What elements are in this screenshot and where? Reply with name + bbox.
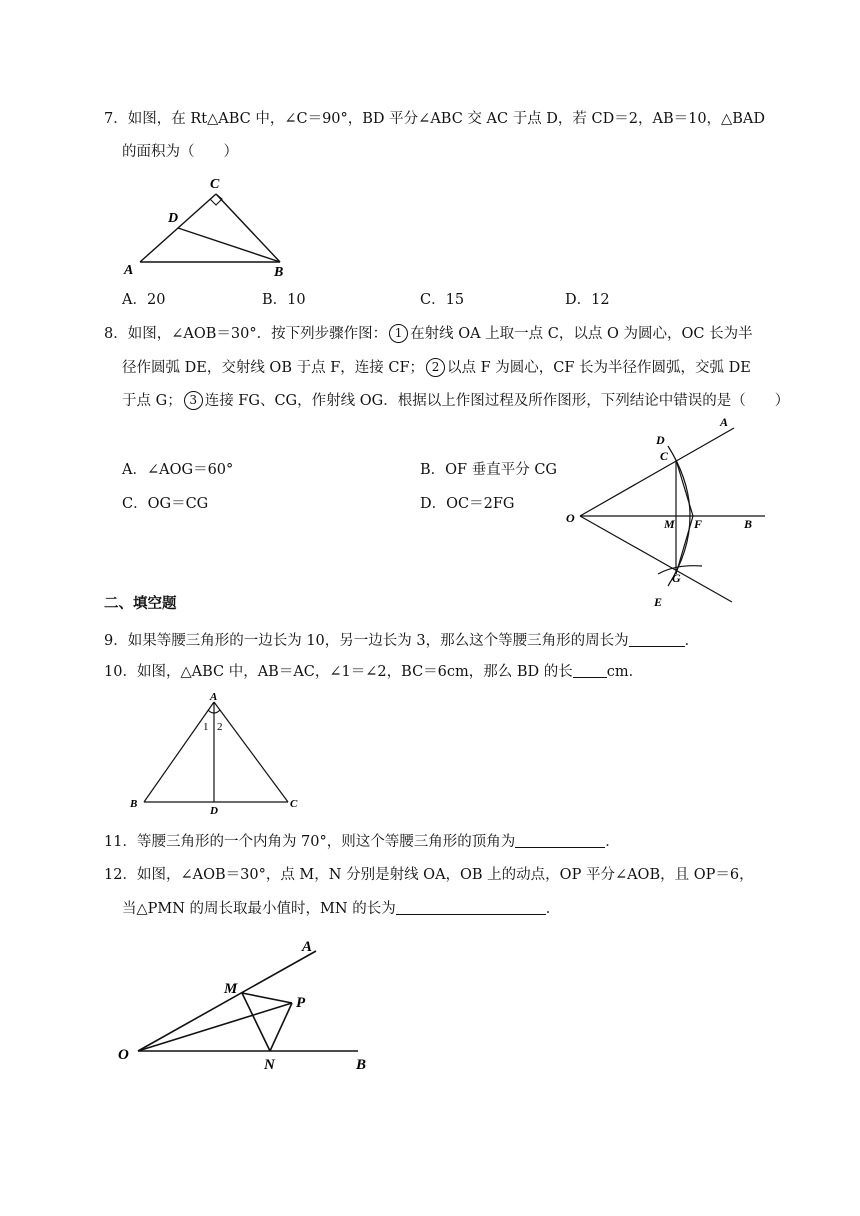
q7-option-a: A．20: [122, 292, 166, 308]
q8-line2: [122, 358, 751, 378]
q8-line1-a: 8．如图，∠AOB＝30°．按下列步骤作图：: [104, 326, 388, 342]
q9-answer-blank[interactable]: [629, 632, 685, 647]
q8-option-b: B．OF 垂直平分 CG: [420, 462, 557, 478]
q12-answer-blank[interactable]: [396, 900, 546, 915]
q8-option-a: A．∠AOG＝60°: [122, 462, 234, 478]
q7-label-B: B: [274, 265, 284, 280]
q8-option-c: C．OG＝CG: [122, 496, 209, 512]
q12-line1: 12．如图，∠AOB＝30°，点 M，N 分别是射线 OA，OB 上的动点，OP 平分∠AOB，且 OP＝6，: [104, 867, 754, 883]
q8-line1-b: 在射线 OA 上取一点 C，以点 O 为圆心，OC 长为半: [410, 326, 753, 342]
q8-label-C: C: [660, 449, 669, 463]
q8-label-D: D: [656, 433, 665, 447]
q7-line2: 的面积为（ ）: [122, 144, 238, 160]
q8-label-O: O: [566, 511, 575, 525]
q11-text: 11．等腰三角形的一个内角为 70°，则这个等腰三角形的顶角为: [104, 834, 516, 850]
q7-option-b: B．10: [262, 292, 306, 308]
q10-answer-blank[interactable]: [573, 663, 607, 678]
q10-line: [104, 662, 643, 682]
q7-option-d: D．12: [565, 292, 610, 308]
q8-label-E: E: [654, 595, 663, 609]
q10-label-D: D: [210, 805, 218, 816]
q12-line2: [122, 899, 560, 919]
q8-label-F: F: [694, 517, 703, 531]
q12-label-M: M: [224, 981, 238, 997]
q10-label-A: A: [210, 691, 218, 703]
q10-label-C: C: [290, 798, 298, 810]
q7-label-C: C: [210, 177, 220, 192]
q12-label-N: N: [264, 1057, 275, 1073]
q7-label-A: A: [124, 263, 134, 278]
section-title: 二、填空题: [104, 596, 177, 612]
q11-answer-blank[interactable]: [515, 833, 605, 848]
q8-label-M: M: [664, 517, 675, 531]
q9-text: 9．如果等腰三角形的一边长为 10，另一边长为 3，那么这个等腰三角形的周长为: [104, 633, 629, 649]
q9-line: [104, 631, 699, 651]
q8-option-d: D．OC＝2FG: [420, 496, 515, 512]
q8-label-B: B: [744, 517, 753, 531]
q7-line1: 7．如图，在 Rt△ABC 中，∠C＝90°，BD 平分∠ABC 交 AC 于点 D，若 CD＝2，AB＝10，△BAD: [104, 111, 765, 127]
q9-end: ．: [684, 633, 700, 649]
q12-label-P: P: [296, 995, 306, 1011]
q10-angle-2: 2: [217, 721, 223, 733]
q10-label-B: B: [130, 798, 138, 810]
q7-figure: [118, 170, 298, 280]
q8-line2-b: 以点 F 为圆心，CF 长为半径作圆弧，交弧 DE: [447, 360, 751, 376]
q12-label-O: O: [118, 1047, 129, 1063]
q12-text: 当△PMN 的周长取最小值时，MN 的长为: [122, 901, 396, 917]
q8-label-G: G: [672, 571, 681, 585]
q10-end: cm．: [606, 664, 644, 680]
step-2-mark: 2: [426, 358, 445, 377]
q8-line2-a: 径作圆弧 DE，交射线 OB 于点 F，连接 CF；: [122, 360, 425, 376]
q10-text: 10．如图，△ABC 中，AB＝AC，∠1＝∠2，BC＝6cm，那么 BD 的长: [104, 664, 573, 680]
q12-label-A: A: [302, 939, 313, 955]
q12-label-B: B: [356, 1057, 367, 1073]
q10-figure: [126, 690, 306, 816]
step-3-mark: 3: [184, 391, 203, 410]
step-1-mark: 1: [389, 324, 408, 343]
q8-figure: [560, 414, 775, 610]
q8-line3-a: 于点 G；: [122, 393, 182, 409]
q7-option-c: C．15: [420, 292, 465, 308]
q10-angle-1: 1: [203, 721, 209, 733]
q11-end: ．: [605, 834, 620, 850]
q7-label-D: D: [168, 211, 179, 226]
q12-end: ．: [545, 901, 561, 917]
q8-label-A: A: [720, 415, 729, 429]
q12-figure: [118, 935, 388, 1075]
q8-line3: [122, 391, 789, 411]
q8-line1: [104, 324, 753, 344]
q8-line3-b: 连接 FG、CG，作射线 OG．根据以上作图过程及所作图形，下列结论中错误的是（ ）: [204, 393, 790, 409]
q11-line: [104, 832, 620, 852]
